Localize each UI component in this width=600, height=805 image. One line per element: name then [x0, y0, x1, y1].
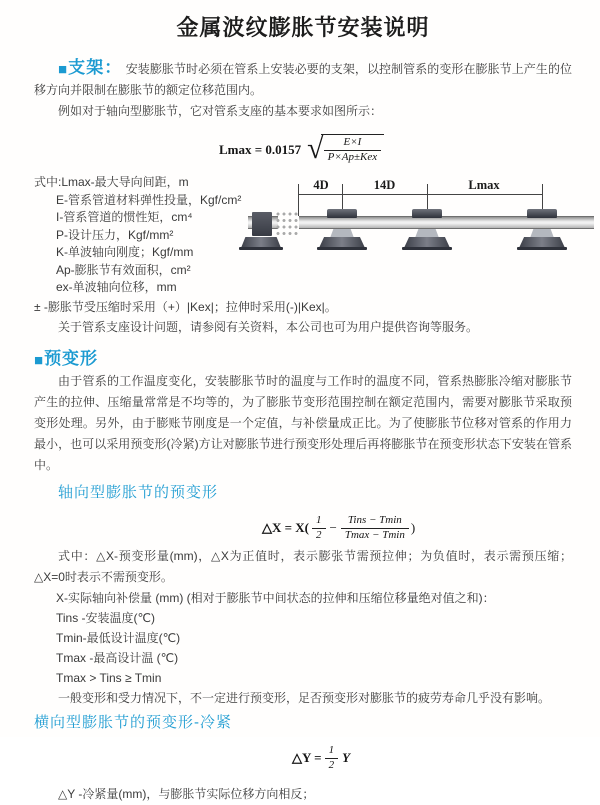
dimension-line — [298, 194, 543, 195]
support-intro-text: 安装膨胀节时必须在管系上安装必要的支架，以控制管系的变形在膨胀节上产生的位移方向并限制在膨胀节的额定位移范围内。 — [34, 62, 573, 97]
dimension-label-4d: 4D — [306, 178, 336, 192]
definition-item: E-管系管道材料弹性投量，Kgf/cm² — [56, 192, 242, 207]
radical-sign: √ — [307, 132, 324, 165]
temperature-fraction — [341, 514, 409, 542]
definition-item: 式中:Lmax-最大导向间距，m — [34, 175, 189, 189]
axial-subheading: 轴向型膨胀节的预变形 — [58, 483, 219, 501]
fraction-numerator: Tins − Tmin — [341, 514, 409, 529]
axial-x-definition: X-实际轴向补偿量 (mm) (相对于膨胀节中间状态的拉伸和压缩位移量绝对值之和)： — [56, 590, 495, 605]
predeform-section-heading: 预变形 — [44, 348, 99, 368]
support-cap — [412, 209, 442, 218]
predeform-section-heading-row — [34, 348, 572, 371]
support-saddle — [415, 229, 439, 238]
lateral-note: △Y -冷紧量(mm)，与膨胀节实际位移方向相反； — [58, 786, 315, 801]
support-section-heading: 支架： — [68, 58, 123, 77]
support-cap — [327, 209, 357, 218]
definition-item: K-单波轴向刚度；Kgf/mm — [56, 245, 194, 259]
bellows-icon — [276, 212, 300, 238]
minus-operator: − — [329, 520, 337, 535]
axial-shizhong-paragraph: 式中：△X-预变形量(mm)，△X为正值时，表示膨张节需预拉伸；为负值时，表示需预压缩；△X=0时表示不需预变形。 — [34, 548, 572, 584]
fraction-denominator: Tmax − Tmin — [344, 528, 405, 541]
anchor-block — [252, 212, 272, 236]
dimension-label-lmax: Lmax — [462, 178, 506, 192]
section-marker-icon: ■ — [34, 351, 44, 369]
fraction-numerator: 1 — [312, 514, 326, 529]
lmax-formula — [219, 130, 572, 168]
temp-definition: Tmax -最高设计温 (℃) — [56, 650, 179, 665]
pipe-support-diagram — [248, 176, 594, 272]
one-half-fraction — [325, 744, 339, 772]
fraction-denominator: 2 — [328, 758, 335, 771]
temp-inequality: Tmax > Tins ≥ Tmin — [56, 670, 162, 685]
service-note: 关于管系支座设计问题，请参阅有关资料，本公司也可为用户提供咨询等服务。 — [58, 319, 479, 334]
axial-formula-lhs: △X = X( — [262, 520, 310, 535]
radicand — [321, 134, 385, 164]
lateral-subheading: 横向型膨胀节的预变形-冷紧 — [34, 713, 232, 731]
definition-item: Ap-膨胀节有效面积，cm² — [56, 262, 191, 277]
support-example-line: 例如对于轴向型膨胀节，它对管系支座的基本要求如图所示： — [58, 104, 383, 118]
support-base — [317, 247, 367, 250]
symbol-definitions-list — [34, 174, 248, 297]
axial-formula — [262, 514, 572, 542]
fraction-denominator: 2 — [316, 528, 322, 541]
support-saddle — [530, 229, 554, 238]
support-base — [402, 247, 452, 250]
definition-item: P-设计压力，Kgf/mm² — [56, 227, 174, 242]
lmax-formula-lhs: Lmax = 0.0157 — [219, 141, 302, 157]
support-intro-paragraph — [34, 57, 572, 101]
predeform-paragraph: 由于管系的工作温度变化，安装膨胀节时的温度与工作时的温度不同，管系热膨胀冷缩对膨胀节产生的拉伸、压缩量常常是不均等的，为了膨胀节变形范围控制在额定范围内，需要对膨胀节采取预变形处理。另外，由于膨账节刚度是一个定值，与补偿量成正比。为了使膨胀节位移对管系的作用力最小，也可以采用预变形(冷紧)方让对膨胀节进行预变形处理后再将膨胀节在预变形状态下安装在管系中。 — [34, 373, 572, 472]
definition-item: ex-单波轴向位移，mm — [56, 280, 177, 294]
support-saddle — [330, 229, 354, 238]
right-paren: ) — [410, 520, 416, 535]
lmax-fraction-denominator: P×Ap±Kex — [327, 151, 378, 163]
lmax-fraction — [324, 136, 382, 164]
section-marker-icon: ■ — [58, 61, 68, 78]
lmax-fraction-numerator: E×I — [324, 136, 382, 151]
lateral-formula-rhs: Y — [342, 750, 351, 765]
plus-minus-note: ± -膨胀节受压缩时采用（+）|Kex|；拉伸时采用(-)|Kex|。 — [34, 299, 337, 314]
one-half-fraction — [312, 514, 326, 542]
axial-note: 一般变形和受力情况下，不一定进行预变形，足否预变形对膨胀节的疲劳寿命几乎没有影响。 — [58, 690, 551, 705]
dimension-label-14d: 14D — [368, 178, 401, 192]
support-base — [517, 247, 567, 250]
temp-definition: Tmin-最低设计温度(℃) — [56, 630, 181, 645]
definitions-and-diagram-row — [34, 174, 572, 297]
fraction-numerator: 1 — [325, 744, 339, 759]
lateral-formula-lhs: △Y = — [292, 750, 322, 765]
page-title: 金属波纹膨胀节安装说明 — [176, 15, 430, 40]
definition-item: I-管系管道的惯性矩，cm⁴ — [56, 210, 193, 224]
support-cap — [527, 209, 557, 218]
temp-definition: Tins -安装温度(℃) — [56, 610, 156, 625]
anchor-base — [239, 247, 283, 250]
lateral-formula — [292, 744, 572, 772]
